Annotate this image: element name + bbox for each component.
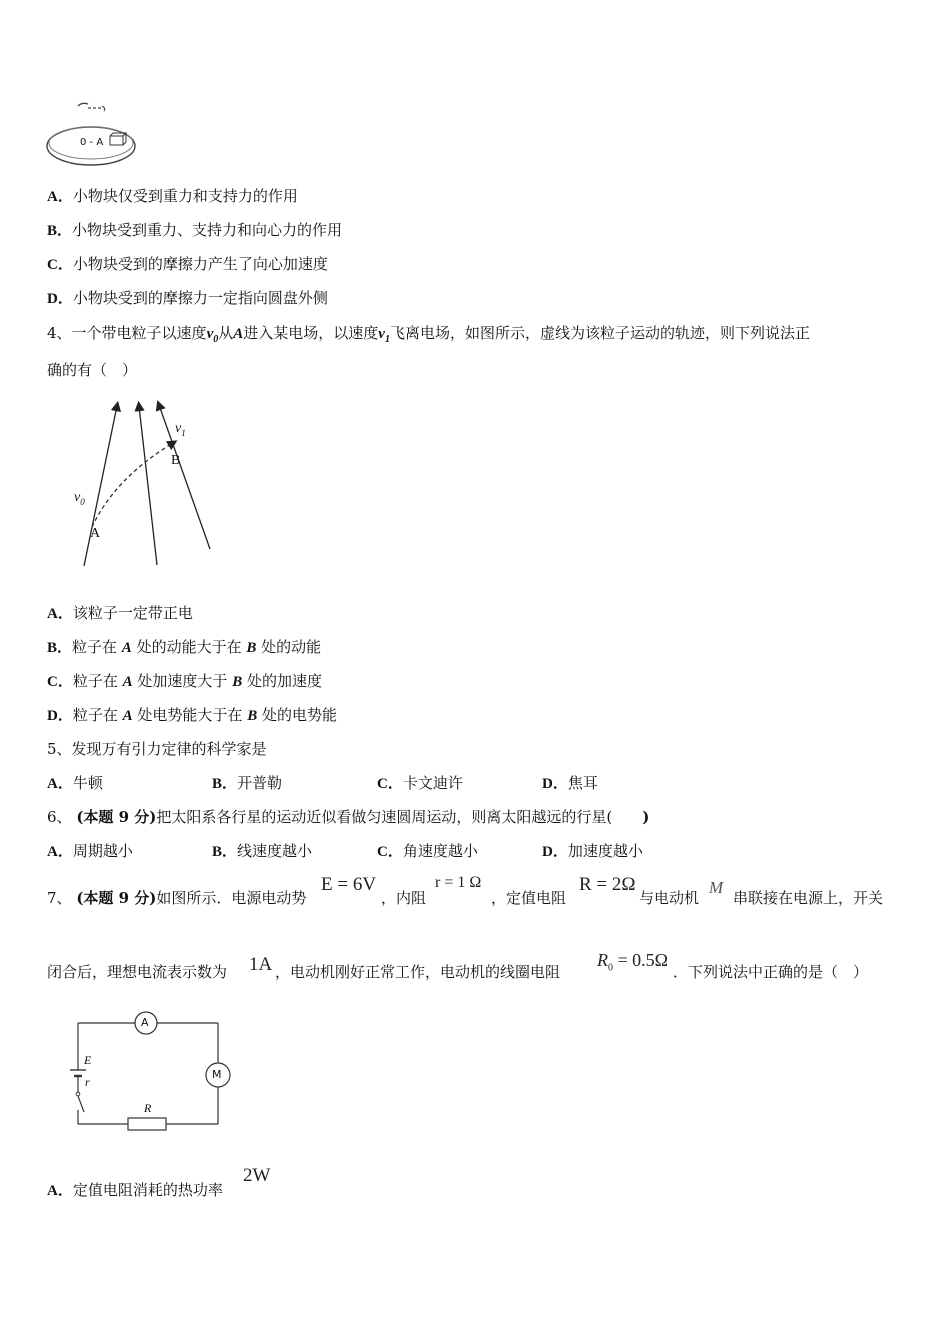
- q5-option-c[interactable]: C．卡文迪许: [377, 774, 463, 792]
- point-label: A: [122, 708, 133, 724]
- fig-v1-label: $v_1$: [175, 421, 186, 438]
- q4-option-d[interactable]: [47, 705, 337, 726]
- q3-option-d[interactable]: D．小物块受到的摩擦力一定指向圆盘外侧: [47, 289, 328, 307]
- point-label: B: [246, 640, 257, 656]
- disc-diagram: [44, 96, 144, 166]
- eq-internal-resistance: r = 1 Ω: [435, 874, 482, 891]
- q5-option-d[interactable]: D．焦耳: [542, 774, 598, 792]
- fig-b-label: B: [171, 453, 181, 468]
- q6-option-b[interactable]: B．线速度越小: [212, 842, 313, 860]
- q5-stem: 5、发现万有引力定律的科学家是: [47, 740, 267, 758]
- option-text: 处加速度大于: [132, 672, 233, 690]
- field-diagram: [75, 398, 225, 578]
- eq-heat-power: 2W: [243, 1165, 271, 1186]
- point-label: B: [247, 708, 258, 724]
- q7-text-line2b: ，电动机刚好正常工作，电动机的线圈电阻: [275, 963, 561, 981]
- q5-option-b[interactable]: B．开普勒: [212, 774, 283, 792]
- q6-option-d[interactable]: D．加速度越小: [542, 842, 643, 860]
- q4-stem-line1: 4、一个带电粒子以速度$v_0$从A进入某电场，以速度$v_1$飞离电场，如图所示，虚线为该粒子运动的轨迹，则下列说法正: [47, 324, 810, 345]
- option-text: 粒子在: [72, 638, 122, 656]
- option-letter: B．: [47, 640, 73, 656]
- circuit-emf-label: E: [84, 1053, 92, 1067]
- option-text: 粒子在: [72, 672, 123, 690]
- eq-emf: E = 6V: [321, 874, 377, 895]
- q3-option-a[interactable]: A．小物块仅受到重力和支持力的作用: [47, 187, 298, 205]
- point-label: A: [121, 640, 132, 656]
- option-text: 处电势能大于在: [132, 706, 248, 724]
- q7-text-motor: 与电动机: [639, 889, 700, 907]
- point-label: B: [232, 674, 243, 690]
- circuit-r-label: r: [85, 1075, 90, 1089]
- q7-option-a[interactable]: A．定值电阻消耗的热功率: [47, 1181, 223, 1199]
- option-text: 处的动能大于在: [131, 638, 247, 656]
- q6-option-a[interactable]: A．周期越小: [47, 842, 133, 860]
- disc-label: 0 - A: [80, 137, 104, 148]
- eq-current: 1A: [249, 954, 273, 975]
- q7-text-resistor: ，定值电阻: [491, 889, 567, 907]
- q7-text-series: 串联接在电源上，开关: [733, 889, 884, 907]
- fig-v0-label: $v_0$: [74, 490, 85, 507]
- q3-option-b[interactable]: B．小物块受到重力、支持力和向心力的作用: [47, 221, 343, 239]
- q3-option-c[interactable]: C．小物块受到的摩擦力产生了向心加速度: [47, 255, 328, 273]
- q7-text-line2c: ．下列说法中正确的是（ ）: [673, 963, 869, 981]
- q6-stem: 6、 (本题 9 分)把太阳系各行星的运动近似看做匀速圆周运动，则离太阳越远的行星( ): [47, 808, 650, 826]
- option-letter: D．: [47, 708, 73, 724]
- q4-option-b[interactable]: [47, 637, 321, 658]
- q6-option-c[interactable]: C．角速度越小: [377, 842, 478, 860]
- eq-coil-resistance: $R_0 = 0.5\Omega$: [597, 950, 669, 974]
- q4-stem-line2: 确的有（ ）: [47, 361, 138, 379]
- circuit-resistor-label: R: [144, 1101, 152, 1115]
- circuit-ammeter-label: A: [141, 1016, 149, 1029]
- option-text: 该粒子一定带正电: [72, 604, 193, 622]
- option-text: 处的加速度: [242, 672, 322, 690]
- option-letter: C．: [47, 674, 73, 690]
- q7-text-line2a: 闭合后，理想电流表示数为: [47, 963, 228, 981]
- option-letter: A．: [47, 606, 73, 622]
- q7-stem-line1a: 7、 (本题 9 分)如图所示．电源电动势: [47, 889, 307, 907]
- option-text: 处的动能: [256, 638, 322, 656]
- point-label: A: [122, 674, 133, 690]
- symbol-motor: M: [709, 878, 724, 897]
- fig-a-label: A: [90, 526, 101, 541]
- eq-resistor: R = 2Ω: [579, 874, 636, 895]
- q7-text-internal: ，内阻: [381, 889, 427, 907]
- q4-option-c[interactable]: [47, 671, 322, 692]
- circuit-motor-label: M: [212, 1068, 222, 1081]
- q4-option-a[interactable]: [47, 603, 193, 624]
- q5-option-a[interactable]: A．牛顿: [47, 774, 103, 792]
- option-text: 处的电势能: [257, 706, 337, 724]
- option-text: 粒子在: [72, 706, 123, 724]
